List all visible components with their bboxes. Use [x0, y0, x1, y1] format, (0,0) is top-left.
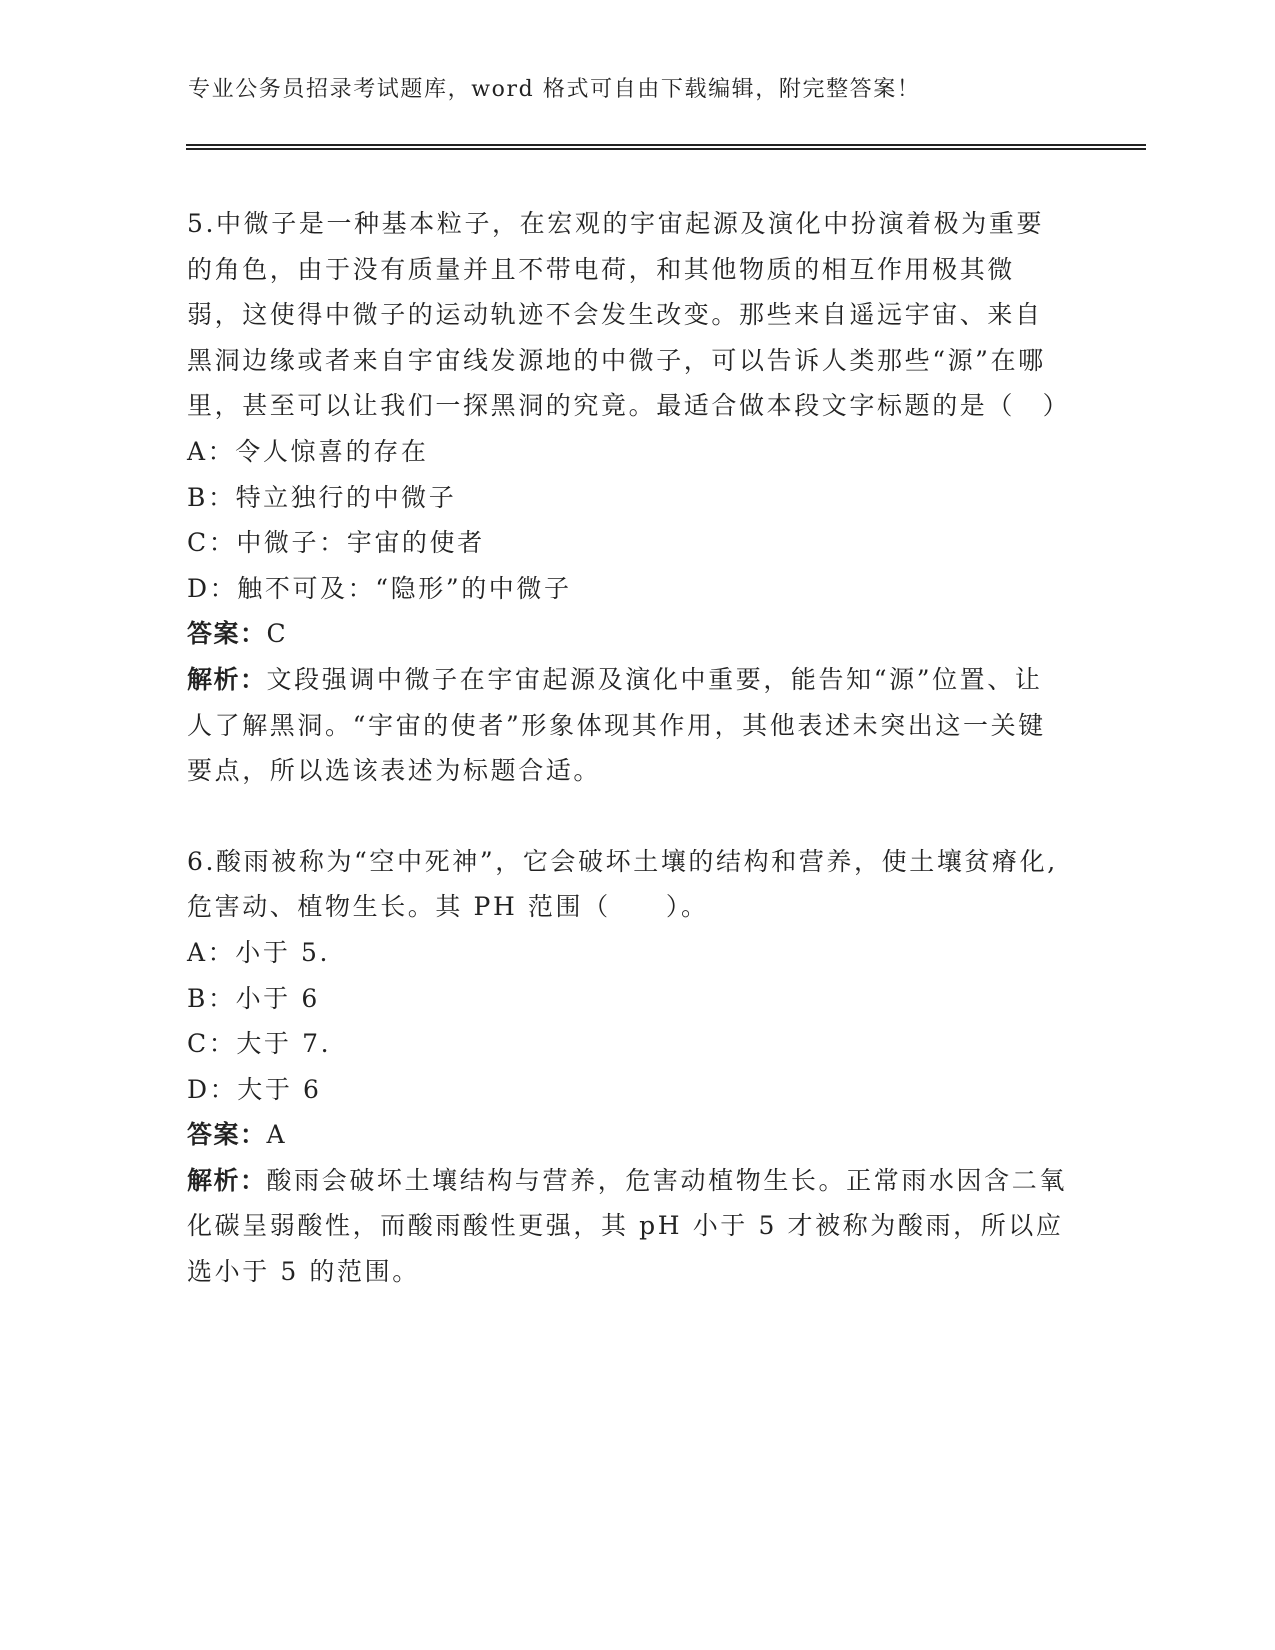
analysis-text: 酸雨会破坏土壤结构与营养，危害动植物生长。正常雨水因含二氧化碳呈弱酸性，而酸雨酸性更强，其 pH 小于 5 才被称为酸雨，所以应选小于 5 的范围。 [187, 1165, 1067, 1287]
question-stem: 5.中微子是一种基本粒子，在宏观的宇宙起源及演化中扮演着极为重要的角色，由于没有质量并且不带电荷，和其他物质的相互作用极其微弱，这使得中微子的运动轨迹不会发生改变。那些来自遥远宇宙、来自黑洞边缘或者来自宇宙线发源地的中微子，可以告诉人类那些“源”在哪里，甚至可以让我们一探黑洞的究竟。最适合做本段文字标题的是（ ） [187, 209, 1071, 421]
option-c: C：大于 7. [187, 1029, 332, 1059]
option-c: C：中微子：宇宙的使者 [187, 528, 485, 558]
answer-label: 答案： [187, 619, 267, 649]
answer-line [187, 611, 1067, 657]
analysis-line [187, 1158, 1067, 1295]
analysis-label: 解析： [187, 1165, 267, 1195]
header-double-rule [186, 144, 1146, 150]
answer-value: C [266, 619, 289, 649]
option-b: B：小于 6 [187, 983, 320, 1013]
question-5 [187, 201, 1071, 794]
question-6 [187, 839, 1067, 1295]
option-b: B：特立独行的中微子 [187, 482, 457, 512]
option-d: D：大于 6 [187, 1074, 322, 1104]
option-a: A：令人惊喜的存在 [187, 436, 429, 466]
analysis-text: 文段强调中微子在宇宙起源及演化中重要，能告知“源”位置、让人了解黑洞。“宇宙的使者”形象体现其作用，其他表述未突出这一关键要点，所以选该表述为标题合适。 [187, 664, 1046, 786]
question-list [187, 201, 1071, 1295]
analysis-line [187, 657, 1067, 794]
option-d: D：触不可及：“隐形”的中微子 [187, 573, 572, 603]
answer-line [187, 1112, 1067, 1158]
answer-label: 答案： [187, 1120, 267, 1150]
option-a: A：小于 5. [187, 937, 331, 967]
answer-value: A [266, 1120, 288, 1150]
header-note: 专业公务员招录考试题库，word 格式可自由下载编辑，附完整答案！ [188, 77, 921, 102]
analysis-label: 解析： [187, 664, 267, 694]
question-stem: 6.酸雨被称为“空中死神”，它会破坏土壤的结构和营养，使土壤贫瘠化,危害动、植物生长。其 PH 范围（ ）。 [187, 846, 1058, 922]
